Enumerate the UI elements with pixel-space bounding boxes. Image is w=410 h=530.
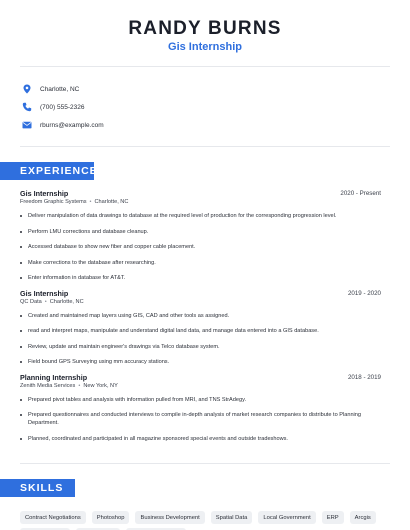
job-title: Gis Internship bbox=[20, 289, 69, 298]
skills-heading: SKILLS bbox=[0, 479, 75, 497]
skill-chip: Spatial Data bbox=[211, 511, 253, 524]
list-item: Field bound GPS Surveying using mm accuracy stations. bbox=[20, 358, 365, 366]
list-item: Prepared pivot tables and analysis with information pulled from MRI, and TNS StrAdegy. bbox=[20, 396, 365, 404]
contact-location bbox=[22, 82, 79, 96]
contact-phone-text: (700) 555-2326 bbox=[40, 103, 85, 111]
skill-chip: ERP bbox=[322, 511, 344, 524]
name-heading: RANDY BURNS bbox=[128, 18, 282, 39]
separator: • bbox=[78, 383, 81, 389]
skill-chip: Business Development bbox=[135, 511, 204, 524]
job-company: Freedom Graphic Systems bbox=[20, 199, 87, 205]
contact-location-text: Charlotte, NC bbox=[40, 85, 80, 93]
list-item: Review, update and maintain engineer's drawings via Telco database system. bbox=[20, 343, 365, 351]
list-item: Perform LMU corrections and database cleanup. bbox=[20, 228, 365, 236]
skill-chip: Contract Negotiations bbox=[20, 511, 86, 524]
job-company: Zenith Media Services bbox=[20, 383, 76, 389]
list-item: Make corrections to the database after researching. bbox=[20, 259, 365, 267]
job-dates: 2020 - Present bbox=[340, 190, 381, 197]
job-title: Gis Internship bbox=[20, 189, 69, 198]
contact-email-text: rburns@example.com bbox=[40, 121, 104, 129]
separator: • bbox=[44, 299, 47, 305]
job-location: Charlotte, NC bbox=[49, 299, 84, 305]
job-company-location bbox=[20, 383, 118, 389]
list-item: Deliver manipulation of data drawings to database at the required level of production for the corresponding progression level. bbox=[20, 212, 365, 220]
list-item: Prepared questionnaires and conducted interviews to compile in-depth analysis of market research companies to distribute to Planning Department. bbox=[20, 411, 365, 427]
job-location: New York, NY bbox=[83, 383, 118, 389]
job-company: QC Data bbox=[20, 299, 42, 305]
skill-chip: Arcgis bbox=[350, 511, 376, 524]
job-title: Planning Internship bbox=[20, 373, 88, 382]
contact-phone bbox=[22, 100, 84, 114]
skills-list bbox=[20, 511, 390, 530]
email-icon bbox=[22, 120, 32, 130]
divider bbox=[20, 66, 390, 67]
list-item: Created and maintained map layers using GIS, CAD and other tools as assigned. bbox=[20, 312, 365, 320]
experience-heading: EXPERIENCE bbox=[0, 162, 94, 180]
job-dates: 2018 - 2019 bbox=[347, 374, 381, 381]
contact-email bbox=[22, 118, 104, 132]
list-item: Planned, coordinated and participated in all magazine sponsored special events and outside tradeshows. bbox=[20, 435, 365, 443]
list-item: Accessed database to show new fiber and copper cable placement. bbox=[20, 243, 365, 251]
skill-chip: Photoshop bbox=[92, 511, 130, 524]
list-item: Enter information in database for AT&T. bbox=[20, 274, 365, 282]
list-item: read and interpret maps, manipulate and understand digital land data, and manage data entered into a GIS database. bbox=[20, 327, 365, 335]
job-company-location bbox=[20, 299, 84, 305]
divider bbox=[20, 146, 390, 147]
phone-icon bbox=[22, 102, 32, 112]
skill-chip: Local Government bbox=[258, 511, 315, 524]
job-dates: 2019 - 2020 bbox=[347, 290, 381, 297]
location-pin-icon bbox=[22, 84, 32, 94]
job-target-title: Gis Internship bbox=[168, 41, 242, 53]
divider bbox=[20, 463, 390, 464]
job-company-location bbox=[20, 199, 128, 205]
separator: • bbox=[89, 199, 92, 205]
job-location: Charlotte, NC bbox=[94, 199, 129, 205]
